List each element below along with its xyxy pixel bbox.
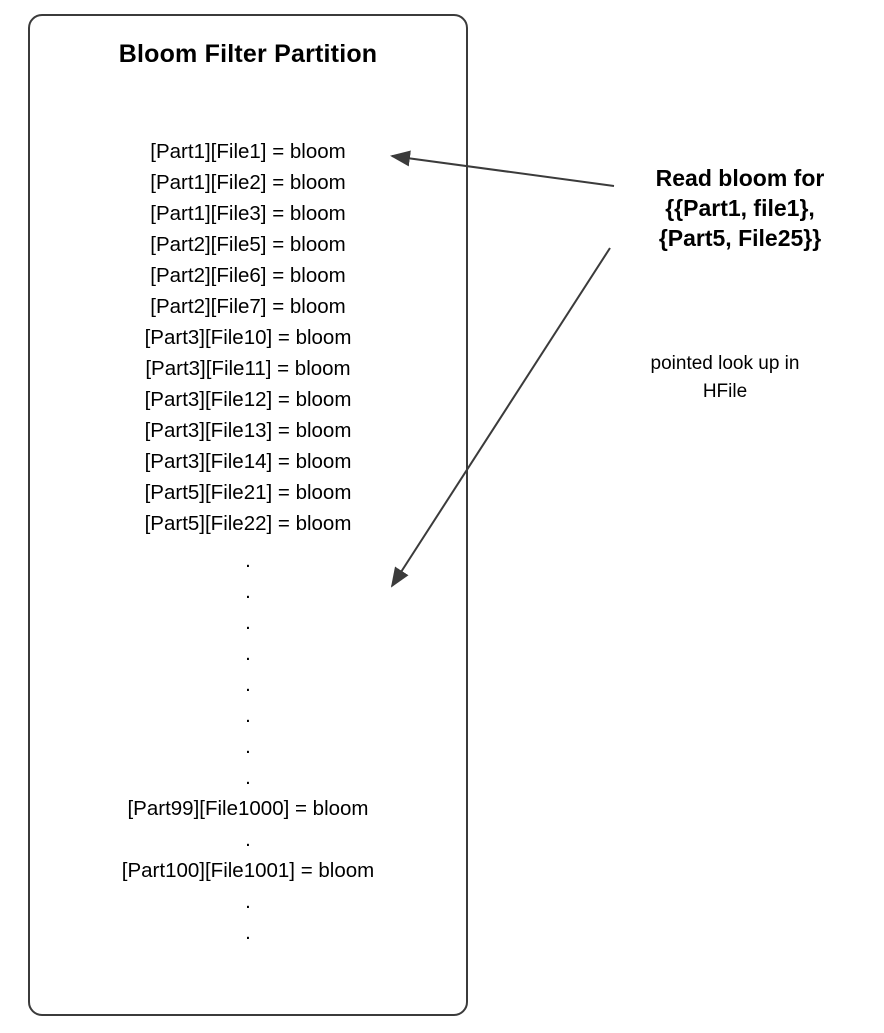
list-item: [Part2][File6] = bloom <box>150 264 346 287</box>
list-item: [Part99][File1000] = bloom <box>127 797 369 820</box>
callout-title-line: {{Part1, file1}, <box>665 195 815 221</box>
list-item: [Part1][File1] = bloom <box>150 140 346 163</box>
callout-subtitle-line: pointed look up in <box>650 353 800 374</box>
callout-subtitle <box>580 350 870 406</box>
ellipsis-dot: . <box>245 549 251 572</box>
ellipsis-dot: . <box>245 766 251 789</box>
partition-title: Bloom Filter Partition <box>118 40 378 68</box>
list-item: [Part3][File12] = bloom <box>144 388 352 411</box>
ellipsis-dot: . <box>245 642 251 665</box>
list-item: [Part3][File10] = bloom <box>144 326 352 349</box>
list-item: [Part2][File5] = bloom <box>150 233 346 256</box>
list-item: [Part1][File2] = bloom <box>150 171 346 194</box>
ellipsis-dot: . <box>245 673 251 696</box>
list-item: [Part3][File13] = bloom <box>144 419 352 442</box>
ellipsis-dot: . <box>245 580 251 603</box>
ellipsis-dot: . <box>245 921 251 944</box>
list-item: [Part3][File14] = bloom <box>144 450 352 473</box>
ellipsis-dot: . <box>245 735 251 758</box>
list-item: [Part3][File11] = bloom <box>145 357 351 380</box>
ellipsis-dot: . <box>245 704 251 727</box>
list-item: [Part1][File3] = bloom <box>150 202 346 225</box>
callout-title <box>596 163 884 253</box>
bloom-entry-list <box>28 136 468 948</box>
list-item: [Part5][File22] = bloom <box>144 512 352 535</box>
ellipsis-dot: . <box>245 828 251 851</box>
ellipsis-dot: . <box>245 890 251 913</box>
list-item: [Part5][File21] = bloom <box>144 481 352 504</box>
list-item: [Part100][File1001] = bloom <box>121 859 375 882</box>
callout-title-line: {Part5, File25}} <box>658 225 822 251</box>
ellipsis-dot: . <box>245 611 251 634</box>
callout-subtitle-line: HFile <box>702 381 748 402</box>
list-item: [Part2][File7] = bloom <box>150 295 346 318</box>
callout-title-line: Read bloom for <box>655 165 825 191</box>
